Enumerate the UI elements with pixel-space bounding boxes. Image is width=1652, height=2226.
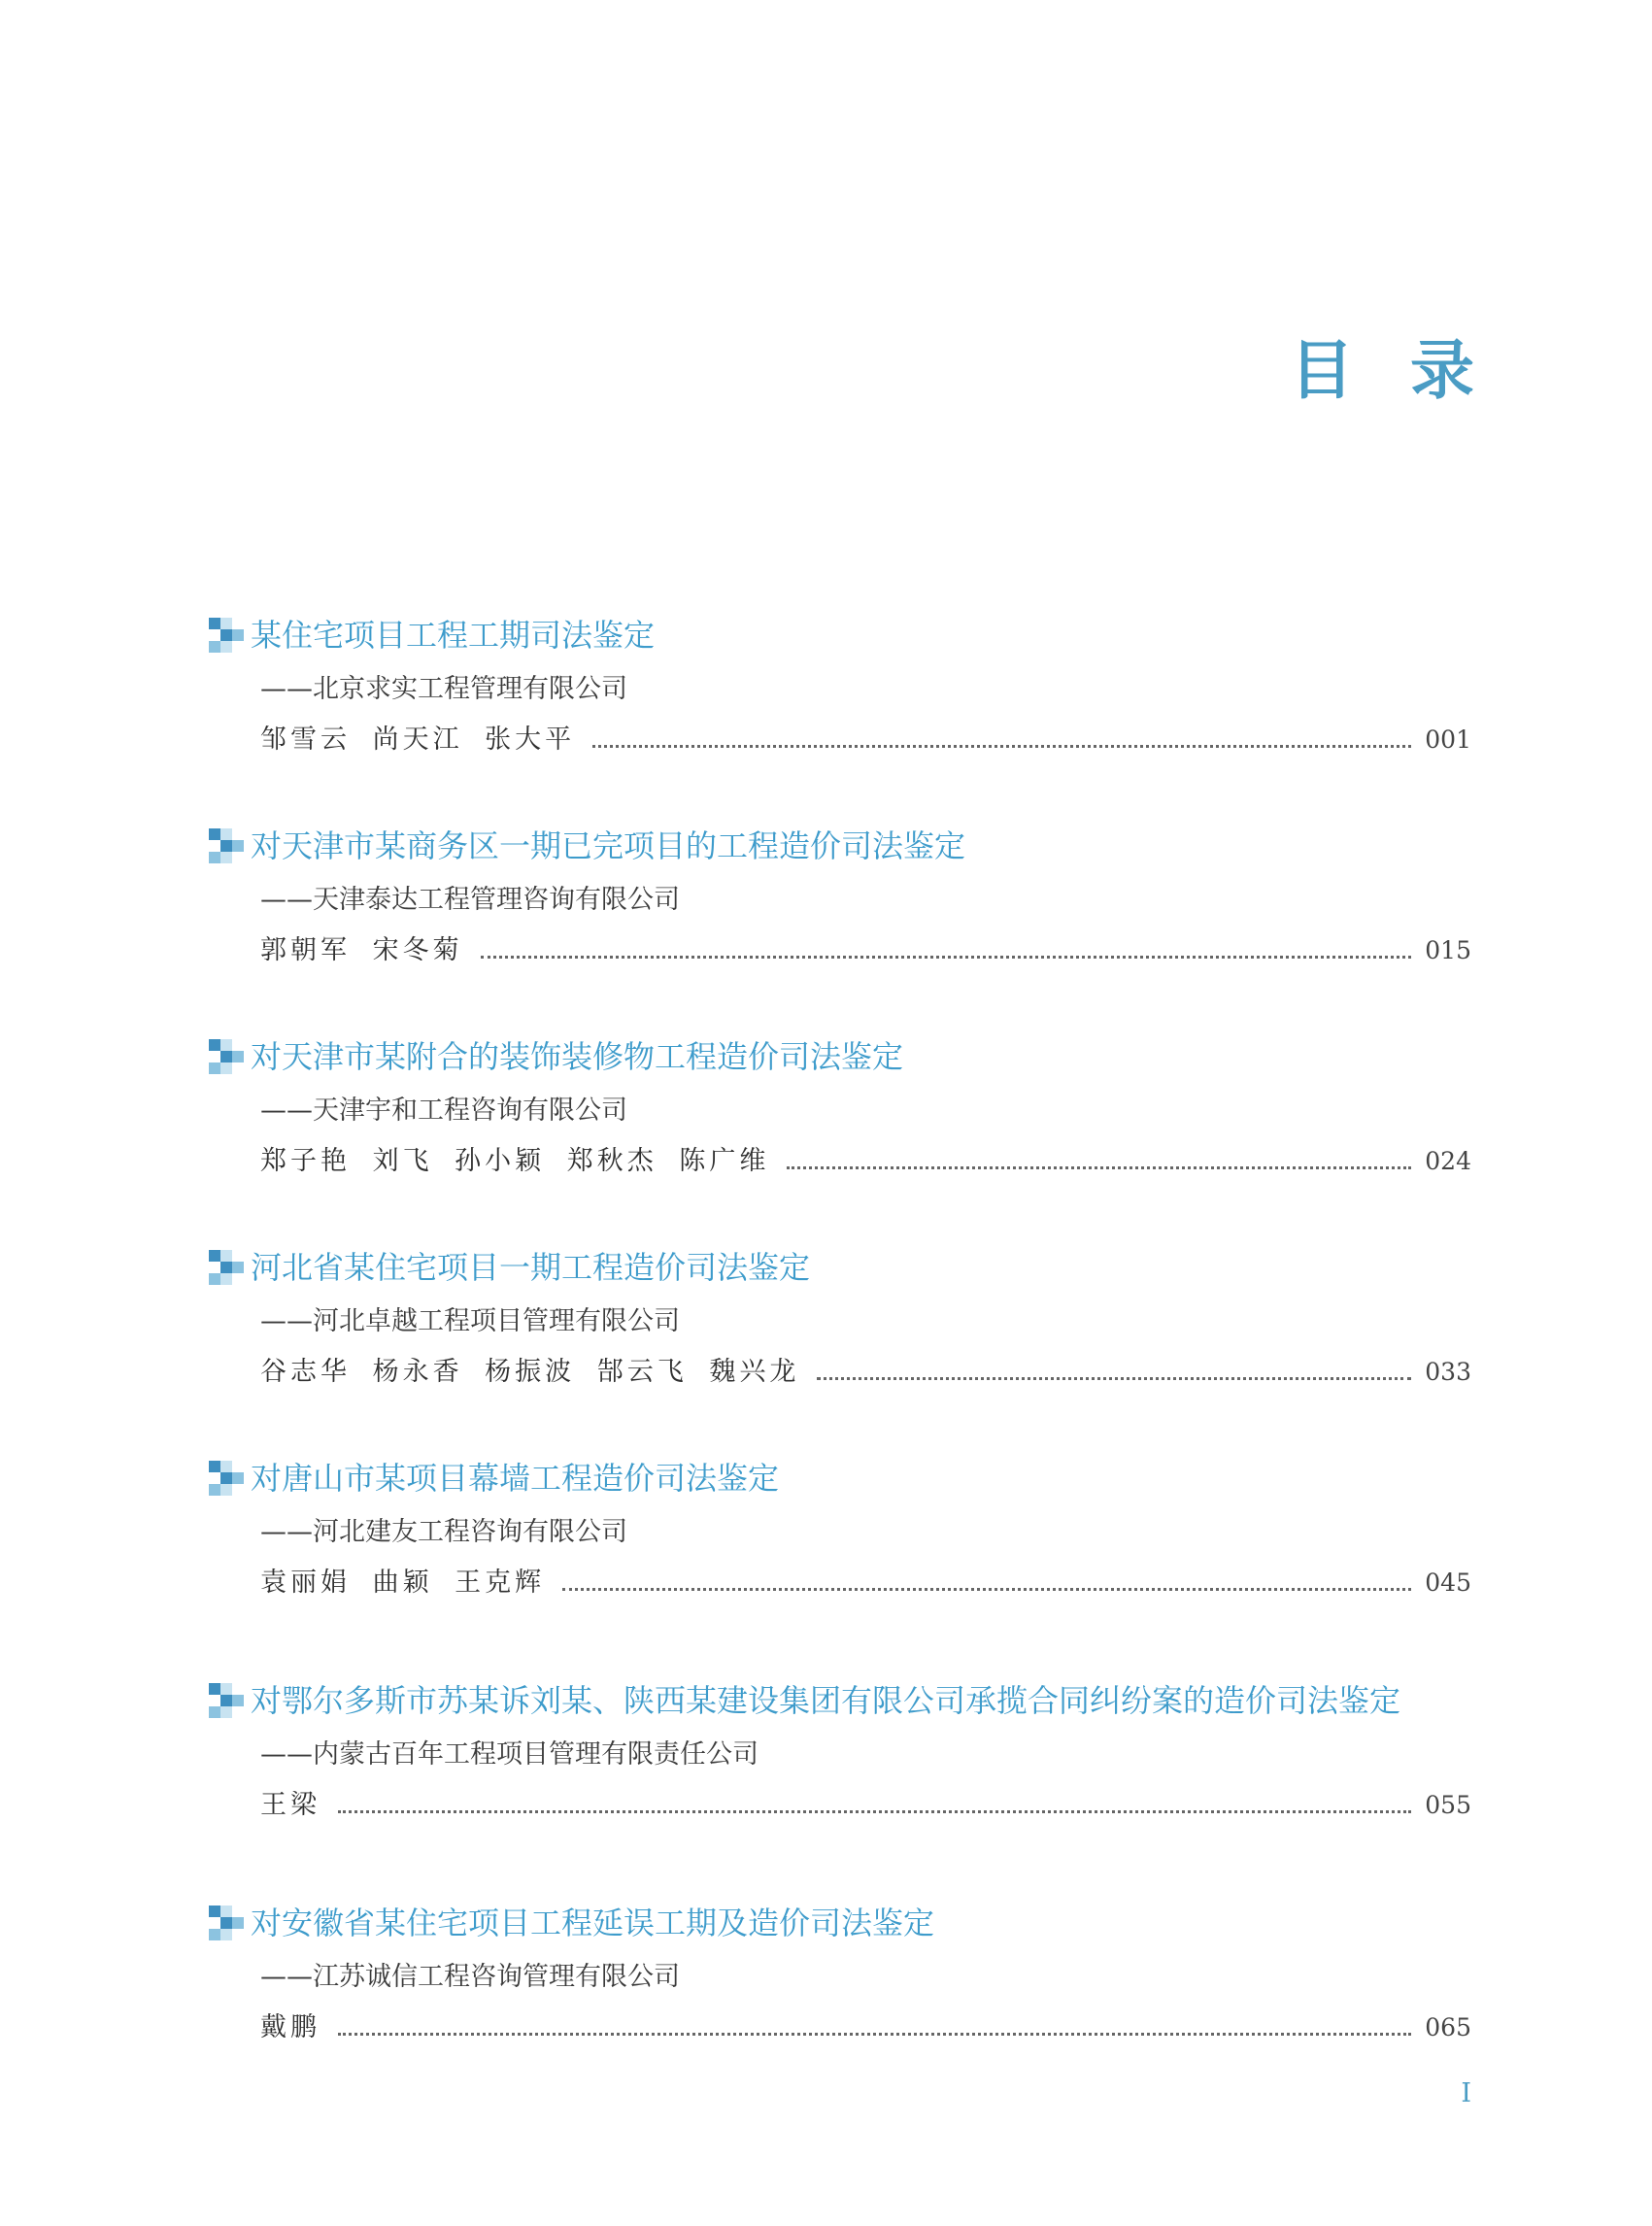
entry-company: ——河北建友工程咨询有限公司 <box>260 1517 627 1547</box>
entry-title[interactable]: 对天津市某商务区一期已完项目的工程造价司法鉴定 <box>251 827 966 864</box>
square-marker-icon <box>209 1250 244 1285</box>
table-of-contents <box>209 610 1471 2108</box>
entry-title[interactable]: 对鄂尔多斯市苏某诉刘某、陕西某建设集团有限公司承揽合同纠纷案的造价司法鉴定 <box>251 1682 1401 1719</box>
entry-page-number[interactable]: 045 <box>1425 1568 1471 1597</box>
entry-title[interactable]: 某住宅项目工程工期司法鉴定 <box>251 617 656 654</box>
entry-authors: 谷志华 杨永香 杨振波 郜云飞 魏兴龙 <box>260 1357 800 1387</box>
entry-title[interactable]: 对安徽省某住宅项目工程延误工期及造价司法鉴定 <box>251 1905 935 1941</box>
entry-page-number[interactable]: 015 <box>1425 936 1471 964</box>
dot-leader <box>562 1588 1411 1591</box>
entry-authors: 邹雪云 尚天江 张大平 <box>260 725 576 755</box>
toc-entry[interactable] <box>209 1242 1471 1453</box>
dot-leader <box>338 1810 1411 1813</box>
square-marker-icon <box>209 618 244 653</box>
square-marker-icon <box>209 1039 244 1074</box>
entry-authors: 郑子艳 刘飞 孙小颖 郑秋杰 陈广维 <box>260 1146 770 1176</box>
entry-page-number[interactable]: 001 <box>1425 725 1471 754</box>
dot-leader <box>481 956 1412 959</box>
entry-page-number[interactable]: 055 <box>1425 1791 1471 1819</box>
entry-authors: 郭朝军 宋冬菊 <box>260 935 463 965</box>
dot-leader <box>338 2033 1411 2036</box>
dot-leader <box>817 1377 1411 1380</box>
entry-company: ——内蒙古百年工程项目管理有限责任公司 <box>260 1739 759 1770</box>
square-marker-icon <box>209 1461 244 1496</box>
entry-company: ——江苏诚信工程咨询管理有限公司 <box>260 1962 680 1992</box>
entry-title[interactable]: 对唐山市某项目幕墙工程造价司法鉴定 <box>251 1460 780 1497</box>
toc-entry[interactable] <box>209 1453 1471 1675</box>
page-folio: I <box>1461 2078 1471 2108</box>
square-marker-icon <box>209 1906 244 1940</box>
entry-authors: 王梁 <box>260 1790 320 1820</box>
entry-authors: 袁丽娟 曲颖 王克辉 <box>260 1568 546 1598</box>
toc-entry[interactable] <box>209 1898 1471 2108</box>
entry-authors: 戴鹏 <box>260 2012 320 2042</box>
toc-entry[interactable] <box>209 1031 1471 1242</box>
dot-leader <box>787 1166 1411 1169</box>
entry-title[interactable]: 河北省某住宅项目一期工程造价司法鉴定 <box>251 1249 811 1286</box>
toc-entry[interactable] <box>209 610 1471 821</box>
page-title: 目录 <box>1290 332 1531 408</box>
entry-company: ——天津宇和工程咨询有限公司 <box>260 1096 627 1126</box>
entry-page-number[interactable]: 024 <box>1425 1147 1471 1175</box>
square-marker-icon <box>209 1683 244 1718</box>
entry-page-number[interactable]: 033 <box>1425 1358 1471 1386</box>
square-marker-icon <box>209 828 244 863</box>
entry-company: ——河北卓越工程项目管理有限公司 <box>260 1306 680 1336</box>
entry-company: ——天津泰达工程管理咨询有限公司 <box>260 885 680 915</box>
entry-title[interactable]: 对天津市某附合的装饰装修物工程造价司法鉴定 <box>251 1038 904 1075</box>
toc-entry[interactable] <box>209 1675 1471 1898</box>
dot-leader <box>592 745 1411 748</box>
entry-company: ——北京求实工程管理有限公司 <box>260 674 627 704</box>
entry-page-number[interactable]: 065 <box>1425 2013 1471 2041</box>
toc-entry[interactable] <box>209 821 1471 1031</box>
